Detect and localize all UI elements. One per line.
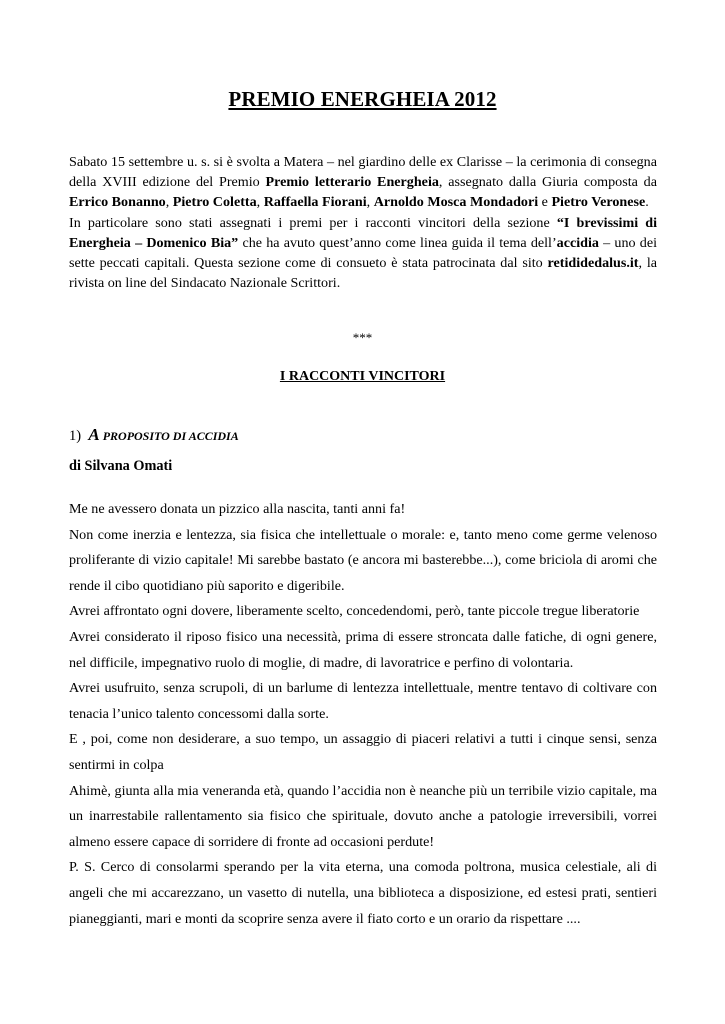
intro-text: Sabato 15 settembre u. s. si è svolta a Matera – nel giardino delle ex Clarisse – la cerimonia di consegna della XVIII edizione del Premio xyxy=(69,154,657,191)
story-paragraph: Avrei considerato il riposo fisico una necessità, prima di essere stroncata dalle fatiche, di ogni genere, nel difficile, impegnativo ruolo di moglie, di madre, di lavoratrice e perfino di volontaria. xyxy=(69,628,657,671)
story-paragraph: Ahimè, giunta alla mia veneranda età, quando l’accidia non è neanche più un terribile vizio capitale, ma un inarrestabile rallentamento sia fisico che spirituale, dovuto anche a patologie irreversibili, vorrei almeno essere capace di sorridere di fronte ad occasioni perdute! xyxy=(69,782,657,850)
separator-text: , xyxy=(366,194,374,211)
jury-member: Pietro Coletta xyxy=(172,194,257,211)
story-paragraph: P. S. Cerco di consolarmi sperando per la vita eterna, una comoda poltrona, musica celestiale, ali di angeli che mi accarezzano, un vasetto di nutella, una biblioteca a disposizione, ed estesi prati, sentieri pianeggianti, mari e monti da scoprire senza avere il fiato corto e un orario da rispettare .... xyxy=(69,859,657,927)
intro-text: , la rivista on line del Sindacato Nazionale Scrittori. xyxy=(69,255,658,292)
intro-text: – uno dei sette peccati capitali. Questa sezione come di consueto è stata patrocinata dal sito xyxy=(69,234,657,272)
story-author: di Silvana Omati xyxy=(69,458,173,474)
story-title-initial: A xyxy=(88,425,100,444)
story-paragraph: Avrei usufruito, senza scrupoli, di un barlume di lentezza intellettuale, mentre tentavo di coltivare con tenacia l’unico talento concessomi dalla sorte. xyxy=(69,680,657,722)
intro-paragraph-2 xyxy=(69,213,657,294)
story-paragraph: Avrei affrontato ogni dovere, liberamente scelto, concedendomi, però, tante piccole tregue liberatorie xyxy=(69,603,640,620)
jury-member: Errico Bonanno xyxy=(69,194,166,211)
prize-name: Premio letterario Energheia xyxy=(265,174,439,191)
story-title: PROPOSITO DI ACCIDIA xyxy=(99,429,239,443)
intro-text: che ha avuto quest’anno come linea guida il tema dell’ xyxy=(238,234,557,251)
story-body xyxy=(69,497,657,932)
intro-paragraph-1 xyxy=(69,152,657,213)
story-paragraph: E , poi, come non desiderare, a suo tempo, un assaggio di piaceri relativi a tutti i cinque sensi, senza sentirmi in colpa xyxy=(69,731,657,773)
story-paragraph: Non come inerzia e lentezza, sia fisica che intellettuale o morale: e, tanto meno come germe velenoso proliferante di vizio capitale! Mi sarebbe bastato (e ancora mi basterebbe...), come briciola di aromi che rende il cibo quotidiano più saporito e digeribile. xyxy=(69,526,657,594)
separator-stars: *** xyxy=(352,330,373,345)
separator-text: e xyxy=(538,194,552,211)
theme-word: accidia xyxy=(556,234,599,251)
jury-member: Arnoldo Mosca Mondadori xyxy=(373,194,539,211)
intro-text: , assegnato dalla Giuria composta da xyxy=(438,174,657,191)
intro-text: In particolare sono stati assegnati i premi per i racconti vincitori della sezione xyxy=(69,214,557,231)
jury-member: Raffaella Fiorani xyxy=(263,194,367,211)
section-title: I RACCONTI VINCITORI xyxy=(279,369,446,384)
story-heading xyxy=(69,425,239,445)
page-title: PREMIO ENERGHEIA 2012 xyxy=(228,87,497,111)
story-number: 1) xyxy=(69,428,82,444)
intro-section xyxy=(69,152,657,293)
section-name: “I brevissimi di Energheia – Domenico Bia” xyxy=(69,214,657,251)
jury-member: Pietro Veronese xyxy=(551,194,646,211)
separator-text: . xyxy=(645,194,649,211)
separator-text: , xyxy=(256,194,264,211)
story-paragraph: Me ne avessero donata un pizzico alla nascita, tanti anni fa! xyxy=(69,501,406,517)
separator-text: , xyxy=(165,194,173,211)
sponsor-site: retididedalus.it xyxy=(547,255,639,272)
